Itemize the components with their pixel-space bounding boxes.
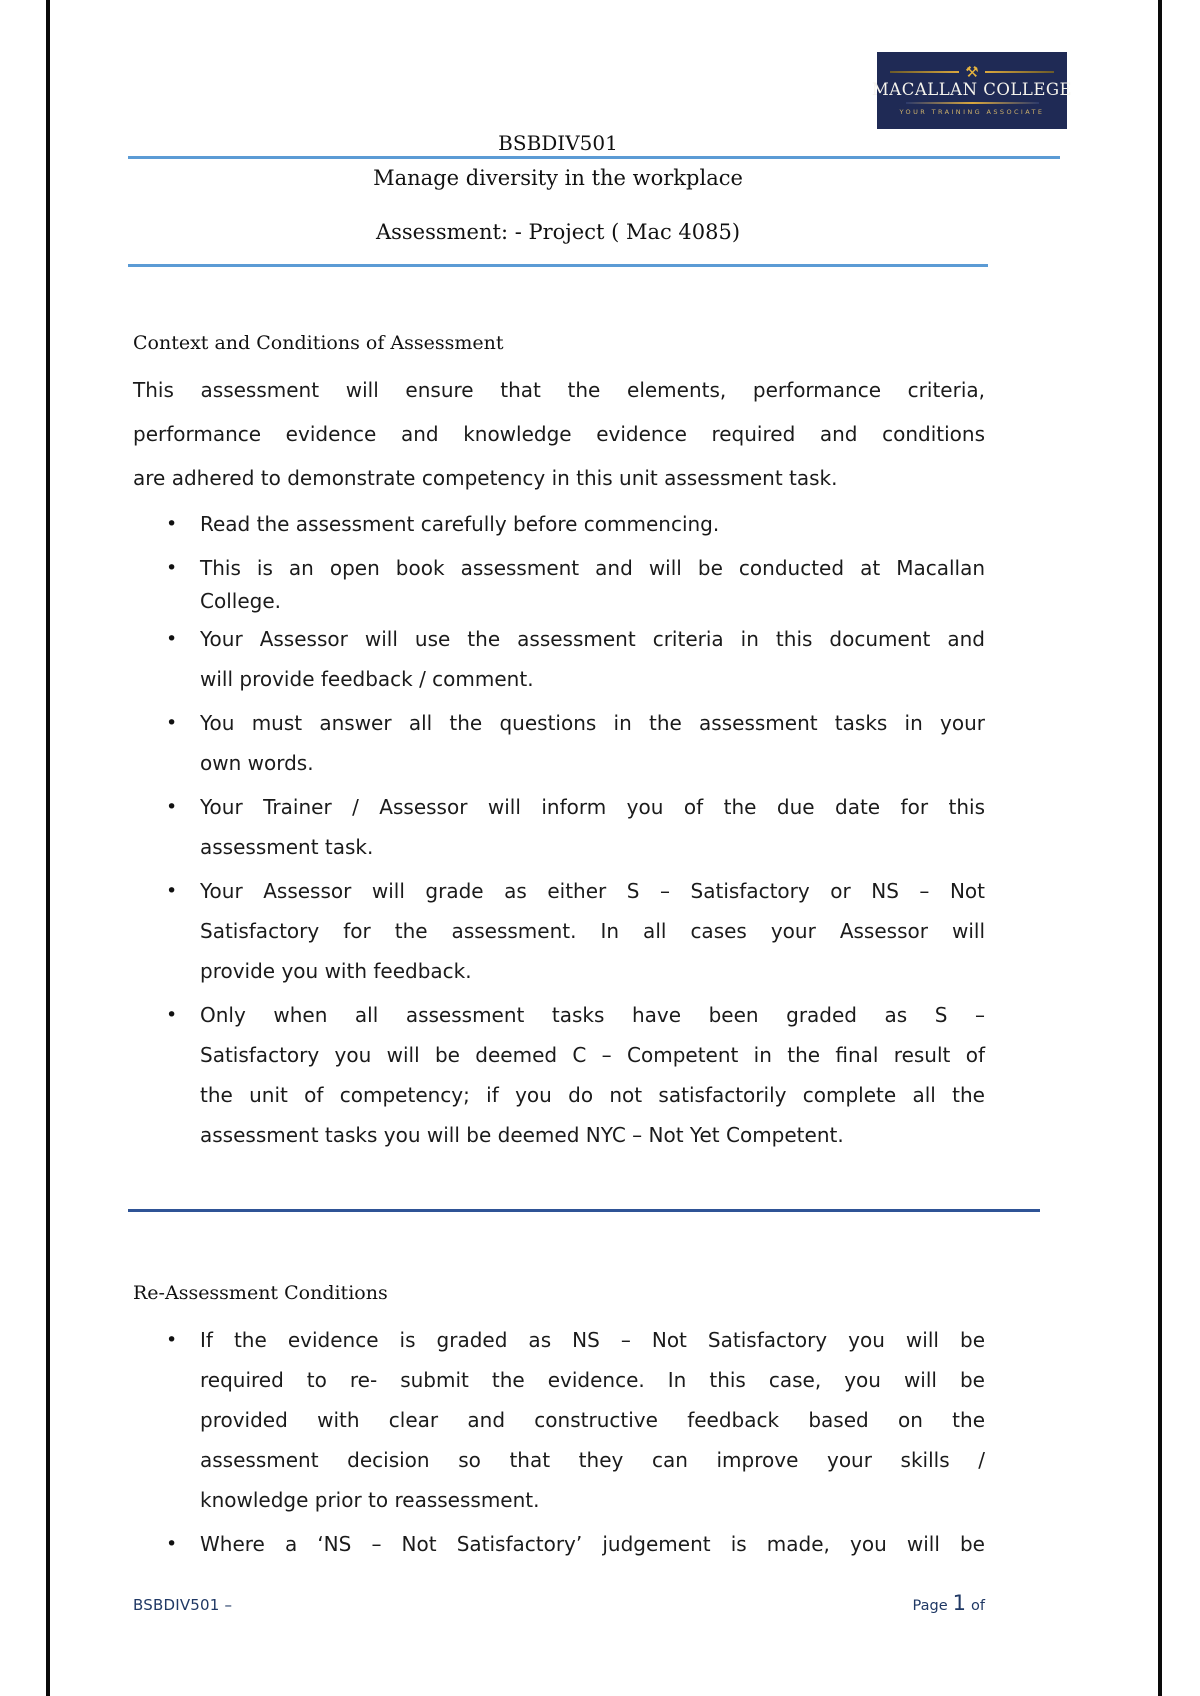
bullet-item: [133, 871, 985, 991]
text-line: You must answer all the questions in the assessment tasks in your: [200, 711, 985, 735]
bullet-item: [133, 1320, 985, 1520]
text-line: This assessment will ensure that the elements, performance criteria,: [133, 378, 985, 402]
footer-page-value: 1: [952, 1591, 967, 1615]
text-line: Your Trainer / Assessor will inform you of the due date for this: [200, 795, 985, 819]
bullet-text: [200, 504, 985, 544]
unit-code: BSBDIV501: [498, 131, 618, 155]
text-line: Satisfactory for the assessment. In all cases your Assessor will: [200, 919, 985, 943]
text-line: Your Assessor will grade as either S – Satisfactory or NS – Not: [200, 879, 985, 903]
bullet-text: [200, 619, 985, 699]
section-divider-rule: [128, 1209, 1040, 1212]
bullet-text: [200, 1524, 985, 1564]
bullet-item: [133, 703, 985, 783]
bullet-icon: •: [166, 1329, 178, 1351]
bullet-item: [133, 995, 985, 1155]
bullet-text: [200, 871, 985, 991]
footer-page-suffix: of: [971, 1598, 985, 1614]
bullet-item: [133, 504, 985, 544]
footer-page-number: [913, 1592, 985, 1614]
crossed-tools-icon: ⚒: [965, 63, 979, 81]
conditions-bullet-list: [133, 504, 985, 1155]
bullet-icon: •: [166, 1004, 178, 1026]
logo-name: MACALLAN COLLEGE: [871, 80, 1073, 99]
bullet-text: [200, 548, 985, 615]
text-line: will provide feedback / comment.: [200, 667, 534, 691]
footer-page-label: Page: [912, 1598, 948, 1614]
text-line: assessment decision so that they can improve your skills /: [200, 1448, 985, 1472]
text-line: own words.: [200, 751, 314, 775]
text-line: Your Assessor will use the assessment criteria in this document and: [200, 627, 985, 651]
bullet-icon: •: [166, 1533, 178, 1555]
bullet-icon: •: [166, 880, 178, 902]
bullet-item: [133, 548, 985, 615]
intro-paragraph: [133, 368, 985, 500]
text-line: Only when all assessment tasks have been graded as S –: [200, 1003, 985, 1027]
logo-rule-left: [890, 71, 959, 73]
logo-ornament: [890, 65, 1053, 79]
header-rule-top: [128, 156, 1060, 159]
text-line: College.: [200, 589, 281, 613]
text-line: If the evidence is graded as NS – Not Satisfactory you will be: [200, 1328, 985, 1352]
bullet-icon: •: [166, 513, 178, 535]
text-line: assessment task.: [200, 835, 374, 859]
unit-title: Manage diversity in the workplace: [373, 166, 743, 190]
bullet-text: [200, 787, 985, 867]
logo-tagline: YOUR TRAINING ASSOCIATE: [899, 108, 1045, 116]
assessment-title: Assessment: - Project ( Mac 4085): [375, 220, 741, 244]
logo-divider: [906, 102, 1039, 104]
bullet-text: [200, 995, 985, 1155]
text-line: provide you with feedback.: [200, 959, 472, 983]
text-line: assessment tasks you will be deemed NYC – Not Yet Competent.: [200, 1123, 844, 1147]
reassessment-bullet-list: [133, 1320, 985, 1564]
text-line: knowledge prior to reassessment.: [200, 1488, 540, 1512]
text-line: performance evidence and knowledge evidence required and conditions: [133, 422, 985, 446]
text-line: required to re- submit the evidence. In this case, you will be: [200, 1368, 985, 1392]
section-context-conditions: [133, 330, 985, 1155]
bullet-icon: •: [166, 557, 178, 579]
page-border-right: [1158, 0, 1162, 1696]
footer-unit-code: BSBDIV501 –: [133, 1596, 233, 1614]
bullet-text: [200, 1320, 985, 1520]
college-logo: [871, 52, 1073, 129]
logo-rule-right: [985, 71, 1054, 73]
bullet-icon: •: [166, 628, 178, 650]
section-reassessment: [133, 1280, 985, 1564]
text-line: Satisfactory you will be deemed C – Competent in the final result of: [200, 1043, 985, 1067]
text-line: are adhered to demonstrate competency in this unit assessment task.: [133, 466, 838, 490]
bullet-item: [133, 1524, 985, 1564]
text-line: the unit of competency; if you do not satisfactorily complete all the: [200, 1083, 985, 1107]
bullet-icon: •: [166, 712, 178, 734]
bullet-text: [200, 703, 985, 783]
section-heading: Re-Assessment Conditions: [133, 1282, 388, 1304]
page-footer: [133, 1592, 985, 1620]
bullet-item: [133, 619, 985, 699]
text-line: provided with clear and constructive feedback based on the: [200, 1408, 985, 1432]
text-line: Read the assessment carefully before commencing.: [200, 512, 720, 536]
header-rule-bottom: [128, 264, 988, 267]
text-line: This is an open book assessment and will be conducted at Macallan: [200, 556, 985, 580]
section-heading: Context and Conditions of Assessment: [133, 332, 504, 354]
text-line: Where a ‘NS – Not Satisfactory’ judgement is made, you will be: [200, 1532, 985, 1556]
bullet-icon: •: [166, 796, 178, 818]
page-border-left: [46, 0, 50, 1696]
bullet-item: [133, 787, 985, 867]
